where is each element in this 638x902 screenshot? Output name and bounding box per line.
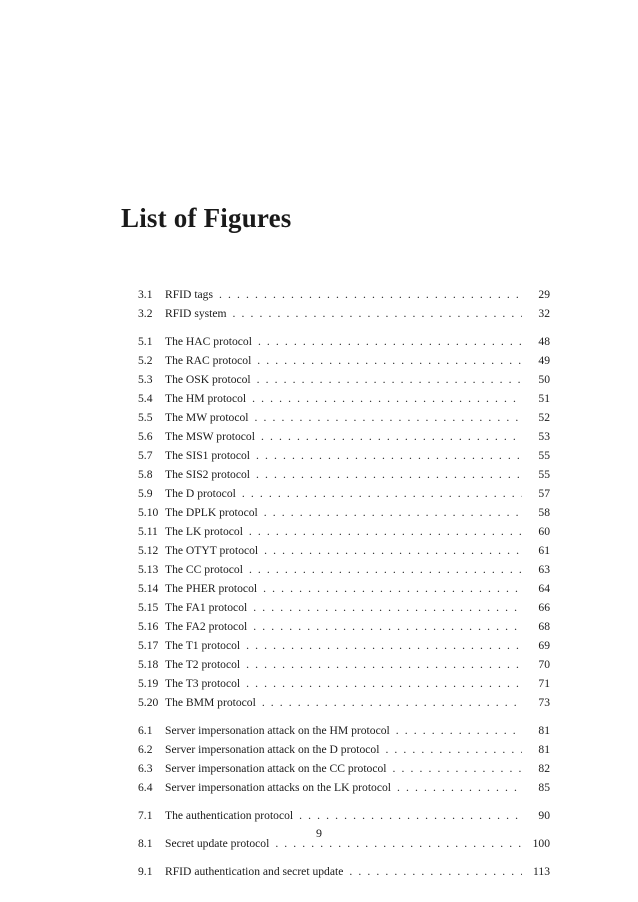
dot-leader xyxy=(299,806,522,825)
figure-page-number: 29 xyxy=(538,288,550,301)
figure-entry[interactable] xyxy=(138,617,550,636)
figure-group xyxy=(138,332,550,712)
figure-title: The OSK protocol xyxy=(165,373,251,386)
page-title: List of Figures xyxy=(121,203,292,233)
figure-number: 5.6 xyxy=(138,430,153,443)
figure-entry[interactable] xyxy=(138,721,550,740)
figure-group xyxy=(138,806,550,825)
figure-title: The HAC protocol xyxy=(165,335,252,348)
dot-leader xyxy=(396,721,522,740)
figure-page-number: 53 xyxy=(538,430,550,443)
figure-number: 5.12 xyxy=(138,544,159,557)
figure-number: 5.1 xyxy=(138,335,153,348)
dot-leader xyxy=(252,389,522,408)
figure-page-number: 50 xyxy=(538,373,550,386)
figure-title: The T2 protocol xyxy=(165,658,241,671)
figure-title: The MSW protocol xyxy=(165,430,255,443)
figure-entry[interactable] xyxy=(138,541,550,560)
figure-page-number: 70 xyxy=(538,658,550,671)
figure-title: The BMM protocol xyxy=(165,696,256,709)
figure-title: The RAC protocol xyxy=(165,354,252,367)
figure-entry[interactable] xyxy=(138,351,550,370)
figure-entry[interactable] xyxy=(138,862,550,881)
dot-leader xyxy=(263,579,522,598)
figure-title: Secret update protocol xyxy=(165,837,270,850)
figure-page-number: 73 xyxy=(538,696,550,709)
figure-page-number: 51 xyxy=(538,392,550,405)
figure-number: 5.17 xyxy=(138,639,159,652)
figure-number: 5.4 xyxy=(138,392,153,405)
figure-entry[interactable] xyxy=(138,560,550,579)
figure-entry[interactable] xyxy=(138,484,550,503)
figure-number: 5.2 xyxy=(138,354,153,367)
dot-leader xyxy=(246,655,522,674)
dot-leader xyxy=(257,370,522,389)
dot-leader xyxy=(349,862,522,881)
figure-number: 5.9 xyxy=(138,487,153,500)
figure-title: The T1 protocol xyxy=(165,639,241,652)
figure-page-number: 69 xyxy=(538,639,550,652)
figure-title: RFID system xyxy=(165,307,227,320)
dot-leader xyxy=(253,617,522,636)
figure-number: 5.5 xyxy=(138,411,153,424)
figure-title: The SIS1 protocol xyxy=(165,449,251,462)
figure-number: 3.2 xyxy=(138,307,153,320)
dot-leader xyxy=(242,484,522,503)
figure-number: 7.1 xyxy=(138,809,153,822)
figure-number: 5.3 xyxy=(138,373,153,386)
figure-entry[interactable] xyxy=(138,465,550,484)
figure-number: 5.15 xyxy=(138,601,159,614)
figure-number: 5.13 xyxy=(138,563,159,576)
figure-entry[interactable] xyxy=(138,655,550,674)
figure-number: 5.11 xyxy=(138,525,158,538)
figure-number: 5.7 xyxy=(138,449,153,462)
figure-title: Server impersonation attack on the D protocol xyxy=(165,743,380,756)
figure-entry[interactable] xyxy=(138,370,550,389)
figure-entry[interactable] xyxy=(138,427,550,446)
dot-leader xyxy=(393,759,522,778)
figure-title: The CC protocol xyxy=(165,563,243,576)
figure-page-number: 81 xyxy=(538,743,550,756)
figure-page-number: 57 xyxy=(538,487,550,500)
figure-number: 6.3 xyxy=(138,762,153,775)
figure-title: RFID authentication and secret update xyxy=(165,865,344,878)
figure-page-number: 66 xyxy=(538,601,550,614)
dot-leader xyxy=(256,465,522,484)
figure-page-number: 64 xyxy=(538,582,550,595)
figure-entry[interactable] xyxy=(138,806,550,825)
figure-entry[interactable] xyxy=(138,674,550,693)
figure-title: The authentication protocol xyxy=(165,809,294,822)
figure-number: 6.1 xyxy=(138,724,153,737)
figure-title: Server impersonation attack on the HM protocol xyxy=(165,724,390,737)
figure-entry[interactable] xyxy=(138,740,550,759)
figure-page-number: 61 xyxy=(538,544,550,557)
figure-page-number: 48 xyxy=(538,335,550,348)
figure-entry[interactable] xyxy=(138,304,550,323)
figure-page-number: 52 xyxy=(538,411,550,424)
figure-entry[interactable] xyxy=(138,408,550,427)
figure-page-number: 68 xyxy=(538,620,550,633)
figure-page-number: 81 xyxy=(538,724,550,737)
figure-group xyxy=(138,721,550,797)
dot-leader xyxy=(385,740,522,759)
figure-entry[interactable] xyxy=(138,522,550,541)
figure-number: 9.1 xyxy=(138,865,153,878)
figure-group xyxy=(138,862,550,881)
figure-page-number: 55 xyxy=(538,468,550,481)
dot-leader xyxy=(257,351,522,370)
dot-leader xyxy=(255,408,523,427)
figure-entry[interactable] xyxy=(138,759,550,778)
figure-page-number: 113 xyxy=(533,865,550,878)
figure-entry[interactable] xyxy=(138,598,550,617)
figure-page-number: 85 xyxy=(538,781,550,794)
figure-title: The MW protocol xyxy=(165,411,249,424)
figure-number: 5.14 xyxy=(138,582,159,595)
figure-list xyxy=(138,285,550,890)
figure-number: 3.1 xyxy=(138,288,153,301)
dot-leader xyxy=(262,693,522,712)
figure-number: 8.1 xyxy=(138,837,153,850)
dot-leader xyxy=(249,522,522,541)
figure-title: Server impersonation attacks on the LK protocol xyxy=(165,781,392,794)
dot-leader xyxy=(256,446,522,465)
figure-number: 5.20 xyxy=(138,696,159,709)
figure-title: Server impersonation attack on the CC protocol xyxy=(165,762,387,775)
figure-title: The FA2 protocol xyxy=(165,620,248,633)
figure-title: The LK protocol xyxy=(165,525,243,538)
figure-entry[interactable] xyxy=(138,579,550,598)
figure-page-number: 55 xyxy=(538,449,550,462)
figure-number: 5.10 xyxy=(138,506,159,519)
dot-leader xyxy=(264,541,522,560)
figure-number: 5.19 xyxy=(138,677,159,690)
figure-number: 6.4 xyxy=(138,781,153,794)
figure-number: 5.16 xyxy=(138,620,159,633)
dot-leader xyxy=(233,304,522,323)
figure-title: The SIS2 protocol xyxy=(165,468,251,481)
figure-page-number: 60 xyxy=(538,525,550,538)
figure-page-number: 58 xyxy=(538,506,550,519)
figure-group xyxy=(138,285,550,323)
dot-leader xyxy=(253,598,522,617)
dot-leader xyxy=(246,636,522,655)
figure-title: RFID tags xyxy=(165,288,213,301)
figure-entry[interactable] xyxy=(138,778,550,797)
figure-title: The PHER protocol xyxy=(165,582,258,595)
figure-page-number: 100 xyxy=(532,837,550,850)
figure-entry[interactable] xyxy=(138,693,550,712)
figure-title: The T3 protocol xyxy=(165,677,241,690)
figure-page-number: 71 xyxy=(538,677,550,690)
figure-number: 5.8 xyxy=(138,468,153,481)
dot-leader xyxy=(219,285,522,304)
figure-number: 5.18 xyxy=(138,658,159,671)
figure-page-number: 32 xyxy=(538,307,550,320)
dot-leader xyxy=(258,332,522,351)
page-number: 9 xyxy=(316,826,322,840)
figure-entry[interactable] xyxy=(138,285,550,304)
figure-title: The D protocol xyxy=(165,487,236,500)
figure-page-number: 90 xyxy=(538,809,550,822)
figure-number: 6.2 xyxy=(138,743,153,756)
figure-page-number: 82 xyxy=(538,762,550,775)
figure-title: The DPLK protocol xyxy=(165,506,258,519)
figure-title: The FA1 protocol xyxy=(165,601,248,614)
figure-page-number: 63 xyxy=(538,563,550,576)
figure-entry[interactable] xyxy=(138,636,550,655)
dot-leader xyxy=(397,778,522,797)
figure-title: The OTYT protocol xyxy=(165,544,259,557)
dot-leader xyxy=(264,503,522,522)
dot-leader xyxy=(249,560,522,579)
figure-entry[interactable] xyxy=(138,503,550,522)
figure-title: The HM protocol xyxy=(165,392,247,405)
figure-entry[interactable] xyxy=(138,389,550,408)
dot-leader xyxy=(246,674,522,693)
figure-page-number: 49 xyxy=(538,354,550,367)
figure-entry[interactable] xyxy=(138,446,550,465)
figure-entry[interactable] xyxy=(138,332,550,351)
dot-leader xyxy=(261,427,522,446)
